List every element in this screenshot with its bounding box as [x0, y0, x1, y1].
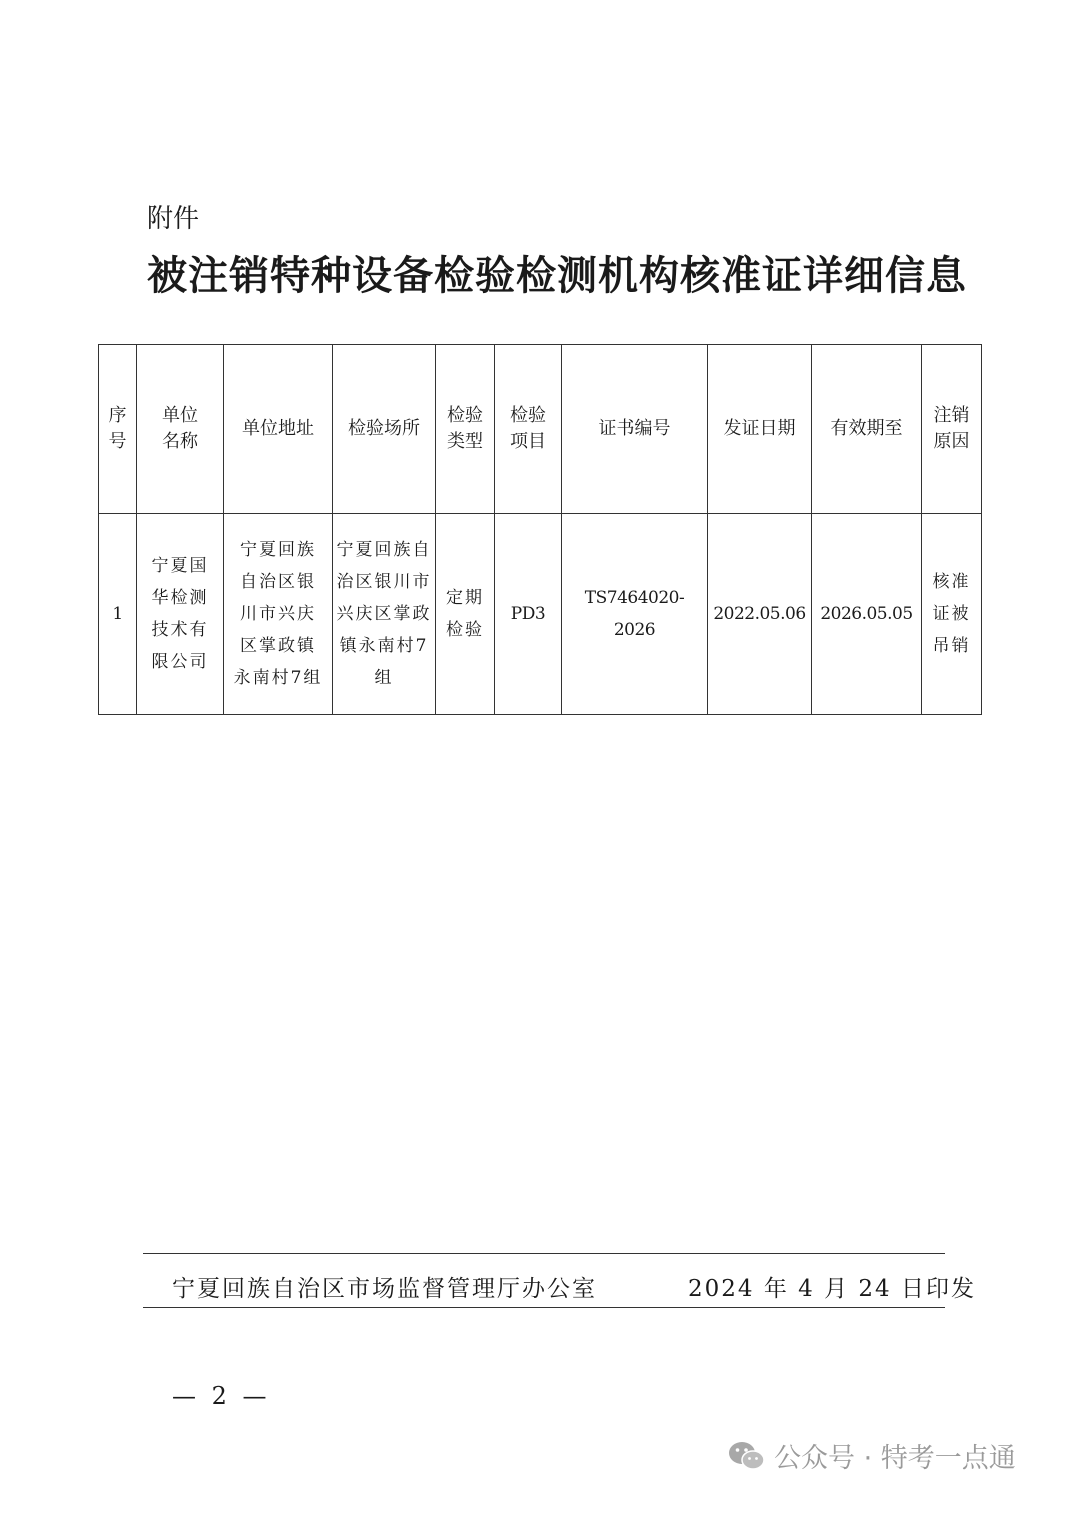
- watermark: [728, 1436, 1016, 1475]
- footer-date: 2024 年 4 月 24 日印发: [688, 1276, 976, 1302]
- header-type: 检验类型: [436, 345, 495, 514]
- watermark-text: 公众号 · 特考一点通: [774, 1443, 1016, 1474]
- cell-name: 宁夏国华检测技术有限公司: [137, 514, 224, 715]
- table-header-row: [99, 345, 982, 514]
- footer-bottom-rule: [143, 1307, 945, 1308]
- header-index: 序号: [99, 345, 137, 514]
- cell-index: 1: [99, 514, 137, 715]
- cell-site: 宁夏回族自治区银川市兴庆区掌政镇永南村7组: [333, 514, 436, 715]
- footer-top-rule: [143, 1253, 945, 1254]
- header-site: 检验场所: [333, 345, 436, 514]
- header-cert-no: 证书编号: [562, 345, 708, 514]
- header-name: 单位名称: [137, 345, 224, 514]
- document-title: 被注销特种设备检验检测机构核准证详细信息: [147, 253, 967, 299]
- header-valid-until: 有效期至: [812, 345, 922, 514]
- attachment-label: 附件: [147, 204, 200, 234]
- table-row: [99, 514, 982, 715]
- header-address: 单位地址: [224, 345, 333, 514]
- cell-reason: 核准证被吊销: [922, 514, 982, 715]
- cell-address: 宁夏回族自治区银川市兴庆区掌政镇永南村7组: [224, 514, 333, 715]
- footer-issuer: 宁夏回族自治区市场监督管理厅办公室: [172, 1276, 597, 1302]
- header-reason: 注销原因: [922, 345, 982, 514]
- page-number: — 2 —: [172, 1382, 271, 1410]
- cell-valid-until: 2026.05.05: [812, 514, 922, 715]
- cell-issue-date: 2022.05.06: [708, 514, 812, 715]
- header-item: 检验项目: [495, 345, 562, 514]
- certificate-table: [98, 344, 982, 715]
- cell-item: PD3: [495, 514, 562, 715]
- header-issue-date: 发证日期: [708, 345, 812, 514]
- cell-cert-no: TS7464020-2026: [562, 514, 708, 715]
- wechat-icon: [728, 1440, 766, 1472]
- cell-type: 定期检验: [436, 514, 495, 715]
